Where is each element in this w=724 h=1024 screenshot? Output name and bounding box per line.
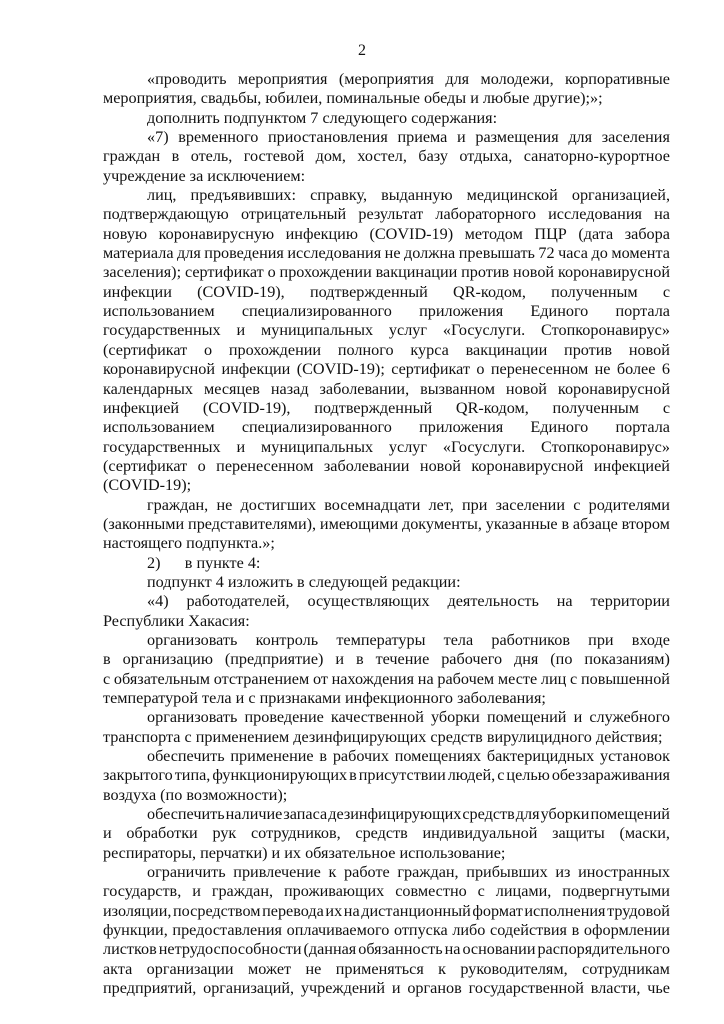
text-line: 2) в пункте 4: [147, 553, 261, 572]
text-line: «4) работодателей, осуществляющих деятельность на территории [147, 592, 670, 611]
text-line: календарных месяцев назад заболевании, вызванном новой коронавирусной [103, 379, 670, 398]
text-line: материала для проведения исследования не должна превышать 72 часа до момента [103, 244, 670, 263]
text-line: государственных и муниципальных услуг «Госуслуги. Стопкоронавирус» [103, 321, 670, 340]
text-line: Республики Хакасия: [103, 611, 250, 630]
text-line: организовать контроль температуры тела работников при входе [147, 630, 670, 649]
text-line: транспорта с применением дезинфицирующих средств вирулицидного действия; [103, 727, 663, 746]
text-line: функции, предоставления оплачиваемого отпуска либо содействия в оформлении [103, 921, 670, 940]
text-line: коронавирусной инфекции (COVID-19); сертификат о перенесенном не более 6 [103, 360, 670, 379]
text-line: использованием специализированного приложения Единого портала [103, 302, 670, 321]
text-line: изоляции, посредством перевода их на дистанционный формат исполнения трудовой [103, 901, 670, 920]
text-line: «проводить мероприятия (мероприятия для молодежи, корпоративные [147, 70, 670, 88]
text-line: государственных и муниципальных услуг «Госуслуги. Стопкоронавирус» [103, 437, 670, 456]
text-line: «7) временного приостановления приема и размещения для заселения [147, 128, 670, 147]
document-body [103, 70, 670, 999]
text-line: использованием специализированного приложения Единого портала [103, 418, 670, 437]
text-line: лиц, предъявивших: справку, выданную медицинской организацией, [147, 186, 670, 205]
text-line: инфекцией (COVID-19), подтвержденный QR-кодом, полученным с [103, 398, 670, 417]
text-line: в организацию (предприятие) и в течение рабочего дня (по показаниям) [103, 650, 670, 669]
text-line: подтверждающую отрицательный результат лабораторного исследования на [103, 205, 670, 224]
text-line: воздуха (по возможности); [103, 785, 288, 804]
text-line: предприятий, организаций, учреждений и органов государственной власти, чье [103, 979, 670, 998]
text-line: закрытого типа, функционирующих в присутствии людей, с целью обеззараживания [103, 766, 670, 785]
text-line: температурой тела и с признаками инфекционного заболевания; [103, 689, 546, 707]
text-line: новую коронавирусную инфекцию (COVID-19) методом ПЦР (дата забора [103, 224, 670, 243]
text-line: граждан, не достигших восемнадцати лет, при заселении с родителями [147, 495, 670, 514]
text-line: (законными представителями), имеющими документы, указанные в абзаце втором [103, 514, 670, 533]
text-line: настоящего подпункта.»; [103, 534, 275, 553]
text-line: учреждение за исключением: [103, 166, 306, 185]
text-line: (сертификат о перенесенном заболевании новой коронавирусной инфекцией [103, 456, 670, 475]
text-line: государств, и граждан, проживающих совместно с лицами, подвергнутыми [103, 882, 670, 901]
text-line: подпункт 4 изложить в следующей редакции: [147, 572, 461, 591]
text-line: и обработки рук сотрудников, средств индивидуальной защиты (маски, [103, 824, 670, 843]
text-line: (сертификат о прохождении полного курса вакцинации против новой [103, 340, 670, 359]
text-line: листков нетрудоспособности (данная обязанность на основании распорядительного [103, 940, 670, 959]
text-line: (COVID-19); [103, 476, 192, 495]
text-line: с обязательным отстранением от нахождения на рабочем месте лиц с повышенной [103, 669, 670, 688]
text-line: мероприятия, свадьбы, юбилеи, поминальные обеды и любые другие);»; [103, 89, 603, 108]
text-line: дополнить подпунктом 7 следующего содержания: [147, 108, 498, 127]
text-line: обеспечить применение в рабочих помещениях бактерицидных установок [147, 747, 670, 766]
text-line: акта организации может не применяться к руководителям, сотрудникам [103, 959, 670, 978]
text-line: инфекции (COVID-19), подтвержденный QR-кодом, полученным с [103, 282, 670, 301]
text-line: заселения); сертификат о прохождении вакцинации против новой коронавирусной [103, 263, 670, 282]
text-line: организовать проведение качественной уборки помещений и служебного [147, 708, 670, 727]
text-line: граждан в отель, гостевой дом, хостел, базу отдыха, санаторно-курортное [103, 147, 670, 166]
page-number: 2 [358, 42, 366, 59]
text-line: обеспечить наличие запаса дезинфицирующих средств для уборки помещений [147, 805, 670, 824]
text-line: респираторы, перчатки) и их обязательное использование; [103, 843, 506, 862]
text-line: ограничить привлечение к работе граждан, прибывших из иностранных [147, 863, 670, 882]
